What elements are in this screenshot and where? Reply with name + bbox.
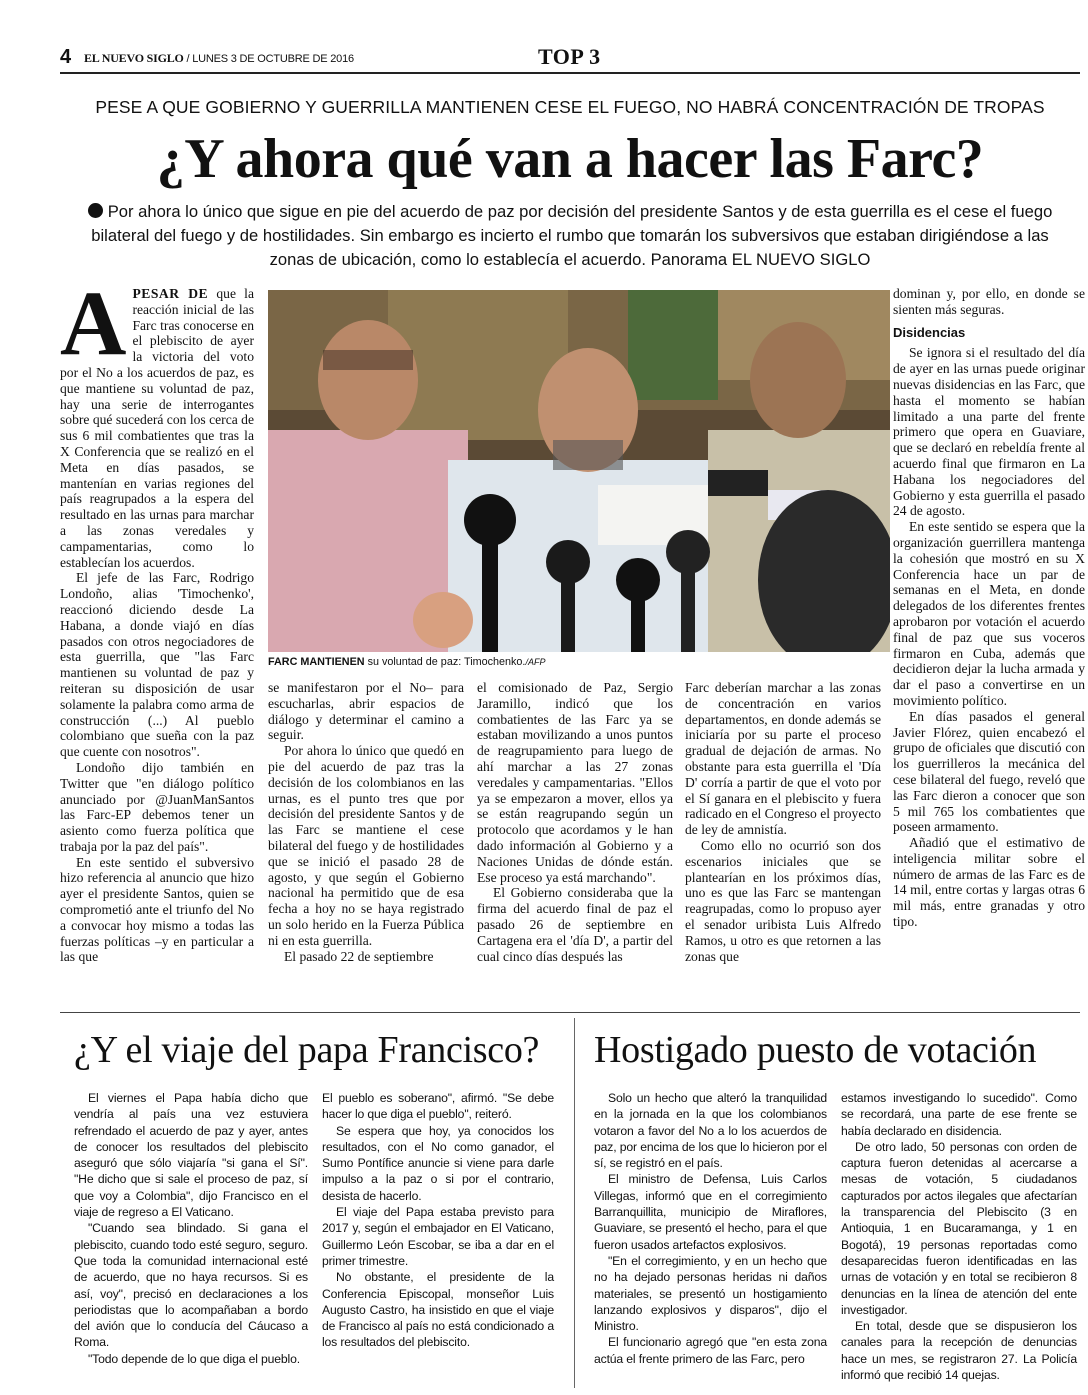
header-rule xyxy=(60,72,1080,74)
story-paragraph: El viernes el Papa había dicho que vendría al país una vez estuviera refrendado el acuerdo de paz y ayer, antes de conocer los resultados del plebiscito aseguró que sólo viajaría "si gana el Sí". "He dicho que si sale el proceso de paz, sí que voy a Colombia", dijo Francisco en el viaje de regreso a El Vaticano. xyxy=(74,1091,308,1220)
story-hostigado-column-1 xyxy=(594,1090,827,1367)
story-papa-column-1 xyxy=(74,1090,308,1367)
page-header xyxy=(60,44,1080,74)
article-paragraph: se manifestaron por el No– para escucharlas, abrir espacios de diálogo y determinar el camino a seguir. xyxy=(268,680,464,743)
story-paragraph: "Todo depende de lo que diga el pueblo. xyxy=(88,1351,300,1366)
article-paragraph: el comisionado de Paz, Sergio Jaramillo, indicó que los combatientes de las Farc ya se estaban movilizando a unos puntos de reagrupamiento para luego de ahí marchar a las 27 zonas veredales y campamentarias. "Ellos ya se empezaron a mover, ellos ya se están reagrupando según un protocolo que acordamos y le han dado información al Gobierno y a Naciones Unidas de dónde están. Ese proceso ya está marchando". xyxy=(477,680,673,885)
photo-caption-text: su voluntad de paz: Timochenko. xyxy=(364,656,526,668)
article-lead xyxy=(70,200,1070,272)
article-column-2 xyxy=(268,680,464,964)
article-photo xyxy=(268,290,890,652)
story-paragraph: El viaje del Papa estaba previsto para 2017 y, según el embajador en El Vaticano, Guillermo León Escobar, se iba a dar en el primer trimestre. xyxy=(322,1205,554,1268)
article-lead-text: Por ahora lo único que sigue en pie del acuerdo de paz por decisión del presidente Santos y de esta guerrilla es el cese el fuego bilateral del fuego y de hostilidades. Sin embargo es incierto el rumbo que tomarán los subversivos que estaban dirigiéndose a las zonas de ubicación, como lo establecía el acuerdo. Panorama EL NUEVO SIGLO xyxy=(91,202,1053,269)
story-paragraph: No obstante, el presidente de la Conferencia Episcopal, monseñor Luis Augusto Castro, ha insistido en que el viaje de Francisco al país no está condicionado a los resultados del plebiscito. xyxy=(322,1270,554,1350)
article-paragraph: APESAR DE que la reacción inicial de las Farc tras conocerse en el plebiscito de ayer la victoria del voto por el No a los acuerdos de paz, es que mantiene su voluntad de paz, hay una serie de interrogantes sobre qué sucederá con los cerca de sus 6 mil combatientes que tras la X Conferencia que se realizó en el Meta en días pasados, se mantenían en varias regiones del país reagrupados a la espera del resultado en las urnas para marchar a las zonas veredales y campamentarias, como lo establecían los acuerdos. xyxy=(60,272,254,570)
publication-name: EL NUEVO SIGLO xyxy=(84,51,184,65)
section-divider xyxy=(60,1012,1080,1013)
section-label: TOP 3 xyxy=(538,44,601,69)
story-hostigado-column-2 xyxy=(841,1090,1077,1383)
article-paragraph: Como ello no ocurrió son dos escenarios iniciales que se plantearían en los próximos días, uno es que las Farc se mantengan reagrupadas, como lo propuso ayer el senador uribista Luis Alfredo Ramos, u otro es que retornen a las zonas que xyxy=(685,837,881,964)
article-column-1 xyxy=(60,272,254,965)
article-paragraph: Añadió que el estimativo de inteligencia militar sobre el número de armas de las Farc es de 14 mil, entre cortas y largas otras 6 mil más, entre granadas y otro tipo. xyxy=(893,835,1085,930)
story-paragraph: Solo un hecho que alteró la tranquilidad en la jornada en la que los colombianos votaron a favor del No a lo los acuerdos de paz, por encima de los que lo hicieron por el sí, se registró en el país. xyxy=(594,1091,827,1171)
publication-line xyxy=(84,51,354,66)
drop-cap: A xyxy=(60,272,127,374)
story-papa-column-2 xyxy=(322,1090,554,1351)
publication-date: / LUNES 3 DE OCTUBRE DE 2016 xyxy=(186,53,354,65)
story-title-papa: ¿Y el viaje del papa Francisco? xyxy=(74,1029,540,1071)
article-column-5 xyxy=(893,286,1085,930)
story-paragraph: estamos investigando lo sucedido". Como se recordará, una parte de ese frente se había declarado en disidencia. xyxy=(841,1091,1077,1138)
story-paragraph: "Cuando sea blindado. Si gana el plebiscito, cuando todo esté seguro, seguro. Que toda la comunidad internacional esté de acuerdo, que no haya recursos. Si es así, voy", precisó en declaraciones a los periodistas que lo acompañaban a bordo del avión que lo conducía del Cáucaso a Roma. xyxy=(74,1221,308,1350)
story-title-hostigado: Hostigado puesto de votación xyxy=(594,1029,1037,1071)
article-paragraph: dominan y, por ello, en donde se sienten más seguras. xyxy=(893,286,1085,317)
story-paragraph: De otro lado, 50 personas con orden de captura fueron detenidas al acercarse a mesas de votación, 5 ciudadanos capturados por actos ilegales que afectarían la transparencia del Plebiscito (3 en Antioquia, 1 en Bucaramanga, y 1 en Bogotá), 19 personas reportadas como desaparecidas fueron identificadas en las urnas de votación y en total se recibieron 8 denuncias en la línea de atención del ente investigador. xyxy=(841,1139,1077,1317)
article-paragraph: El pasado 22 de septiembre xyxy=(284,948,434,964)
press-conference-photo xyxy=(268,290,890,652)
article-paragraph: Farc deberían marchar a las zonas de concentración en varios departamentos, en donde además se iniciaría por su parte el proceso gradual de dejación de armas. No obstante para esta guerrilla el 'Día D' corría a partir de que el voto por el Sí ganara en el plebiscito y fuera radicado en el Congreso el proyecto de ley de amnistía. xyxy=(685,680,881,838)
article-paragraph: El jefe de las Farc, Rodrigo Londoño, alias 'Timochenko', reaccionó diciendo desde La Habana, a donde viajó en días pasados con otros negociadores de esta guerrilla, que "las Farc mantienen su voluntad de paz y reiteran su disposición de usar solamente la palabra como arma de construcción (...) Al pueblo colombiano que sueña con la paz que cuente con nosotros". xyxy=(60,570,254,760)
story-paragraph: Se espera que hoy, ya conocidos los resultados, con el No como ganador, el Sumo Pontífice anuncie si viene para darle impulso a la paz o si por el contrario, desista de hacerlo. xyxy=(322,1123,554,1203)
article-paragraph: El Gobierno consideraba que la firma del acuerdo final de paz el pasado 26 de septiembre en Cartagena era el 'día D', a partir del cual cinco días después las xyxy=(477,885,673,964)
article-paragraph: Por ahora lo único que quedó en pie del acuerdo de paz tras la decisión de los colombianos en las urnas, es el punto tres que por decisión del presidente Santos y de las Farc se mantiene el cese bilateral del fuego y de hostilidades que se inició el pasado 28 de agosto, y que según el Gobierno nacional ha permitido que de esa fecha a hoy no se haya registrado un solo herido en la Fuerza Pública ni en esta guerrilla. xyxy=(268,743,464,948)
story-paragraph: En total, desde que se dispusieron los canales para la recepción de denuncias hace un mes, se registraron 27. La Policía informó que recibió 14 quejas. xyxy=(841,1319,1077,1383)
story-paragraph: El pueblo es soberano", afirmó. "Se debe hacer lo que diga el pueblo", reiteró. xyxy=(322,1091,554,1122)
story-paragraph: El funcionario agregó que "en esta zona actúa el frente primero de las Farc, pero xyxy=(594,1335,827,1366)
page-number: 4 xyxy=(60,46,72,68)
article-kicker: PESE A QUE GOBIERNO Y GUERRILLA MANTIENEN CESE EL FUEGO, NO HABRÁ CONCENTRACIÓN DE TROPAS xyxy=(95,97,1045,117)
story-paragraph: "En el corregimiento, y en un hecho que no ha dejado personas heridas ni daños materiales, se presentó un hostigamiento lanzando explosivos y disparos", dijo el Ministro. xyxy=(594,1253,827,1334)
article-column-3 xyxy=(477,680,673,964)
article-subhead: Disidencias xyxy=(893,324,966,340)
article-paragraph: En este sentido el subversivo hizo referencia al anuncio que hizo ayer el presidente Santos, quien se comprometió ante el triunfo del No a convocar hoy mismo a todas las fuerzas políticas –y en particular a las que xyxy=(60,854,254,965)
article-paragraph: En este sentido se espera que la organización guerrillera mantenga la cohesión que mostró en su X Conferencia hace un par de semanas en el Meta, en donde delegados de los diferentes frentes aprobaron por votación el acuerdo final de paz que sus voceros firmaron en Cuba, además que decidieron dejar la lucha armada y dar el paso a convertirse en un movimiento político. xyxy=(893,519,1085,708)
photo-caption-bold: FARC MANTIENEN xyxy=(268,656,365,668)
photo-credit: /AFP xyxy=(525,657,546,667)
lead-in: PESAR DE xyxy=(132,286,209,301)
article-column-4 xyxy=(685,680,881,964)
column-divider xyxy=(574,1018,575,1388)
article-paragraph: Se ignora si el resultado del día de ayer en las urnas puede originar nuevas disidencias en las Farc, que hasta el momento se habían limitado a una parte del frente primero que opera en Guaviare, que se declaró en rebeldía frente al acuerdo final que firmaron en La Habana los negociadores del Gobierno y esta guerrilla el pasado 24 de agosto. xyxy=(893,345,1085,519)
article-paragraph: En días pasados el general Javier Flórez, quien encabezó el grupo de oficiales que discutió con los guerrilleros la mecánica del cese bilateral del fuego, reveló que las Farc dieron a conocer que son 5 mil 765 los combatientes que poseen armamento. xyxy=(893,708,1085,835)
photo-caption xyxy=(268,656,545,668)
bullet-icon xyxy=(88,203,103,218)
story-paragraph: El ministro de Defensa, Luis Carlos Villegas, informó que en el corregimiento Barranquillita, municipio de Miraflores, Guaviare, se presentó el hecho, para el que fueron usados artefactos explosivos. xyxy=(594,1172,827,1252)
article-paragraph: Londoño dijo también en Twitter que "en diálogo político anunciado por @JuanManSantos las Farc-EP debemos tener un asiento como fuerza política que trabaja por la paz del país". xyxy=(60,759,254,854)
article-headline: ¿Y ahora qué van a hacer las Farc? xyxy=(156,128,984,190)
